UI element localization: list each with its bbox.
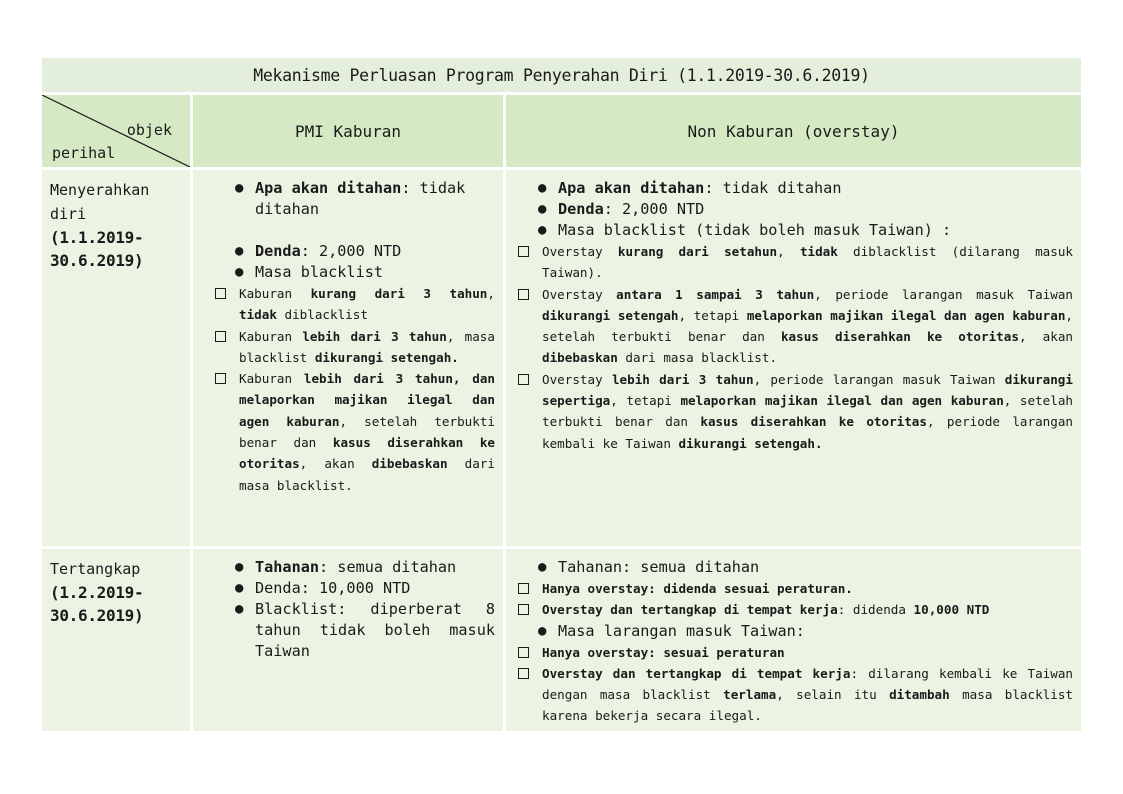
list-item: Hanya overstay: sesuai peraturan — [514, 642, 1073, 663]
row-surrender — [42, 170, 1081, 546]
row-dates-caught: (1.2.2019-30.6.2019) — [50, 583, 144, 625]
table-title-text: Mekanisme Perluasan Program Penyerahan Diri (1.1.2019-30.6.2019) — [253, 65, 870, 85]
list-item: ● Denda: 10,000 NTD — [233, 578, 495, 599]
list-item: ● Masa larangan masuk Taiwan: — [536, 621, 1073, 642]
list-item: Overstay antara 1 sampai 3 tahun, periode larangan masuk Taiwan dikurangi setengah, tetapi melaporkan majikan ilegal dan agen kaburan, setelah terbukti benar dan kasus diserahkan ke otoritas, akan dibebaskan dari masa blacklist. — [514, 284, 1073, 369]
list-item: Overstay dan tertangkap di tempat kerja: dilarang kembali ke Taiwan dengan masa blacklist terlama, selain itu ditambah masa blacklist karena bekerja secara ilegal. — [514, 663, 1073, 727]
list-item: Overstay kurang dari setahun, tidak diblacklist (dilarang masuk Taiwan). — [514, 241, 1073, 284]
cell-surrender-non — [506, 170, 1081, 546]
policy-table — [42, 58, 1081, 731]
list-item: Hanya overstay: didenda sesuai peraturan. — [514, 578, 1073, 599]
list-item: Kaburan lebih dari 3 tahun, dan melaporkan majikan ilegal dan agen kaburan, setelah terbukti benar dan kasus diserahkan ke otoritas, akan dibebaskan dari masa blacklist. — [211, 368, 495, 496]
cell-caught-non — [506, 549, 1081, 731]
list-item: ● Masa blacklist (tidak boleh masuk Taiwan) : — [536, 220, 1073, 241]
row-label-caught: Tertangkap (1.2.2019-30.6.2019) — [42, 549, 190, 731]
list-item: ● Denda: 2,000 NTD — [536, 199, 1073, 220]
header-pmi-kaburan: PMI Kaburan — [193, 95, 503, 167]
cell-surrender-pmi — [193, 170, 503, 546]
list-item: ● Tahanan: semua ditahan — [536, 557, 1073, 578]
cell-caught-pmi — [193, 549, 503, 731]
list-item: Kaburan kurang dari 3 tahun, tidak diblacklist — [211, 283, 495, 326]
list-item: Kaburan lebih dari 3 tahun, masa blacklist dikurangi setengah. — [211, 326, 495, 369]
list-item: Overstay lebih dari 3 tahun, periode larangan masuk Taiwan dikurangi sepertiga, tetapi melaporkan majikan ilegal dan agen kaburan, setelah terbukti benar dan kasus diserahkan ke otoritas, periode larangan kembali ke Taiwan dikurangi setengah. — [514, 369, 1073, 454]
row-caught — [42, 549, 1081, 731]
list-item: Overstay dan tertangkap di tempat kerja: didenda 10,000 NTD — [514, 599, 1073, 620]
table-title — [42, 58, 1081, 92]
list-item: ● Denda: 2,000 NTD — [233, 241, 495, 262]
header-non-kaburan: Non Kaburan (overstay) — [506, 95, 1081, 167]
corner-header-cell — [42, 95, 190, 167]
list-item: ● Apa akan ditahan: tidak ditahan — [233, 178, 495, 220]
header-row — [42, 95, 1081, 167]
row-label-surrender: Menyerahkan diri (1.1.2019-30.6.2019) — [42, 170, 190, 546]
list-item: ● Apa akan ditahan: tidak ditahan — [536, 178, 1073, 199]
list-item: ● Masa blacklist — [233, 262, 495, 283]
list-item: ● Tahanan: semua ditahan — [233, 557, 495, 578]
list-item: ● Blacklist: diperberat 8 tahun tidak boleh masuk Taiwan — [233, 599, 495, 662]
corner-label-perihal: perihal — [52, 144, 116, 162]
corner-label-objek: objek — [126, 121, 172, 139]
row-dates-surrender: (1.1.2019-30.6.2019) — [50, 228, 144, 270]
